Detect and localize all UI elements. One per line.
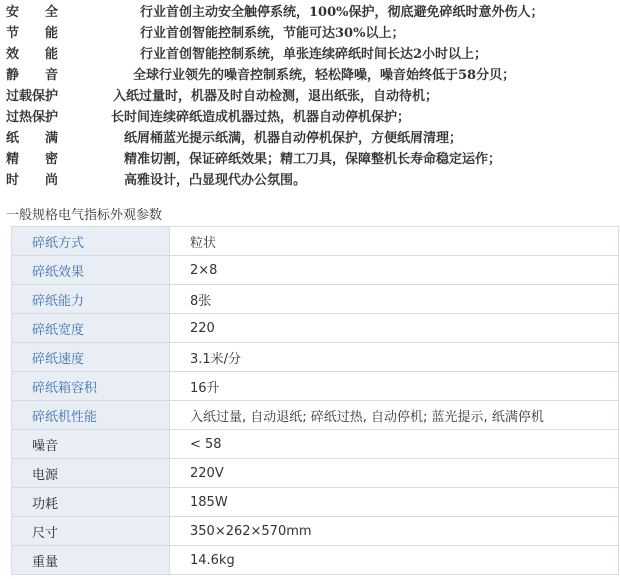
feature-desc: 行业首创智能控制系统，节能可达30%以上；: [140, 26, 405, 41]
feature-label: 节 能: [6, 26, 59, 41]
feature-row: [0, 128, 620, 149]
spec-value: < 58: [170, 430, 619, 459]
spec-value: 220: [170, 314, 619, 343]
feature-row: [0, 2, 620, 23]
table-row: [12, 546, 619, 575]
spec-value: 16升: [170, 372, 619, 401]
spec-value: 14.6kg: [170, 546, 619, 575]
feature-row: [0, 86, 620, 107]
spec-key: 碎纸机性能: [12, 401, 170, 430]
table-row: [12, 227, 619, 256]
spec-key: 碎纸效果: [12, 256, 170, 285]
feature-desc: 入纸过量时，机器及时自动检测，退出纸张，自动待机；: [113, 89, 439, 104]
feature-desc: 纸屑桶蓝光提示纸满，机器自动停机保护，方便纸屑清理；: [124, 131, 463, 146]
feature-label: 过热保护: [6, 110, 59, 125]
spec-value: 8张: [170, 285, 619, 314]
spec-key: 碎纸箱容积: [12, 372, 170, 401]
spec-key: 碎纸方式: [12, 227, 170, 256]
spec-key: 尺寸: [12, 517, 170, 546]
table-row: [12, 517, 619, 546]
spec-key: 电源: [12, 459, 170, 488]
spec-key: 功耗: [12, 488, 170, 517]
feature-desc: 长时间连续碎纸造成机器过热，机器自动停机保护；: [111, 110, 411, 125]
spec-value: 350×262×570mm: [170, 517, 619, 546]
feature-label: 静 音: [6, 68, 59, 83]
spec-value: 185W: [170, 488, 619, 517]
feature-label: 精 密: [6, 152, 59, 167]
feature-row: [0, 44, 620, 65]
table-row: [12, 459, 619, 488]
feature-list: [0, 2, 620, 191]
table-row: [12, 372, 619, 401]
section-title: 一般规格电气指标外观参数: [6, 208, 163, 223]
feature-row: [0, 65, 620, 86]
feature-label: 安 全: [6, 5, 59, 20]
feature-row: [0, 149, 620, 170]
feature-desc: 行业首创智能控制系统，单张连续碎纸时间长达2小时以上；: [140, 47, 488, 62]
spec-value: 2×8: [170, 256, 619, 285]
table-row: [12, 314, 619, 343]
table-row: [12, 256, 619, 285]
spec-value: 220V: [170, 459, 619, 488]
feature-label: 效 能: [6, 47, 59, 62]
table-row: [12, 401, 619, 430]
feature-label: 纸 满: [6, 131, 59, 146]
spec-key: 碎纸宽度: [12, 314, 170, 343]
feature-row: [0, 107, 620, 128]
feature-desc: 全球行业领先的噪音控制系统，轻松降噪，噪音始终低于58分贝；: [133, 68, 516, 83]
feature-desc: 行业首创主动安全触停系统，100%保护，彻底避免碎纸时意外伤人；: [140, 5, 544, 20]
feature-label: 时 尚: [6, 173, 59, 188]
spec-key: 碎纸速度: [12, 343, 170, 372]
spec-key: 重量: [12, 546, 170, 575]
spec-value: 粒状: [170, 227, 619, 256]
table-row: [12, 430, 619, 459]
feature-desc: 精准切割，保证碎纸效果；精工刀具，保障整机长寿命稳定运作；: [124, 152, 502, 167]
spec-key: 噪音: [12, 430, 170, 459]
feature-row: [0, 170, 620, 191]
spec-table: [11, 226, 619, 575]
spec-value: 入纸过量, 自动退纸; 碎纸过热, 自动停机; 蓝光提示, 纸满停机: [170, 401, 619, 430]
table-row: [12, 285, 619, 314]
feature-desc: 高雅设计，凸显现代办公氛围。: [124, 173, 307, 188]
feature-row: [0, 23, 620, 44]
table-row: [12, 488, 619, 517]
feature-label: 过载保护: [6, 89, 59, 104]
spec-value: 3.1米/分: [170, 343, 619, 372]
spec-key: 碎纸能力: [12, 285, 170, 314]
table-row: [12, 343, 619, 372]
